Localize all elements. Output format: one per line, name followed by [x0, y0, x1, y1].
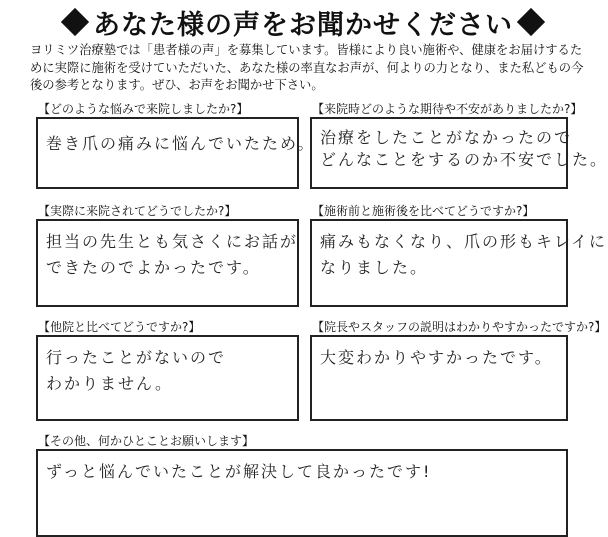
question-label: 【施術前と施術後を比べてどうですか?】 [312, 204, 535, 218]
answer-box [36, 219, 299, 307]
question-label: 【その他、何かひとことお願いします】 [38, 434, 255, 448]
question-label: 【来院時どのような期待や不安がありましたか?】 [312, 102, 583, 116]
question-label: 【どのような悩みで来院しましたか?】 [38, 102, 249, 116]
question-compare-others [36, 320, 299, 421]
answer-line: 行ったことがないので [46, 348, 227, 367]
answer-line: 巻き爪の痛みに悩んでいたため。 [46, 134, 316, 153]
question-worries [36, 102, 316, 189]
question-label: 【院長やスタッフの説明はわかりやすかったですか?】 [312, 320, 607, 334]
answer-box [36, 335, 299, 421]
intro-text: ヨリミツ治療塾では「患者様の声」を募集しています。皆様により良い施術や、健康をお届けするために実際に施術を受けていただいた、あなた様の率直なお声が、何よりの力となり、また私どもの今後の参考となります。ぜひ、お声をお聞かせ下さい。 [30, 43, 584, 92]
answer-line: 担当の先生とも気さくにお話が [46, 232, 299, 251]
answer-line: どんなことをするのか不安でした。 [320, 150, 608, 169]
answer-line: 治療をしたことがなかったので [320, 128, 573, 147]
answer-line: 痛みもなくなり、爪の形もキレイに [320, 232, 608, 251]
diamond-bullet-left-icon [61, 8, 89, 36]
page-title-text: あなた様の声をお聞かせください [93, 9, 513, 41]
answer-line: ずっと悩んでいたことが解決して良かったです! [46, 462, 432, 481]
answer-box [36, 117, 316, 189]
question-staff-explanation [310, 320, 607, 421]
answer-box [36, 449, 568, 537]
answer-line: なりました。 [320, 258, 429, 277]
question-label: 【実際に来院されてどうでしたか?】 [38, 204, 237, 218]
diamond-bullet-right-icon [517, 8, 545, 36]
answer-box [310, 117, 608, 189]
answer-box [310, 335, 568, 421]
question-other-comments [36, 434, 568, 537]
answer-box [310, 219, 608, 307]
answer-line: 大変わかりやすかったです。 [320, 348, 553, 367]
question-expectations [310, 102, 608, 189]
question-visit-experience [36, 204, 299, 307]
question-before-after [310, 204, 608, 307]
question-label: 【他院と比べてどうですか?】 [38, 320, 201, 334]
answer-line: できたのでよかったです。 [46, 258, 261, 277]
answer-line: わかりません。 [46, 374, 173, 393]
page-title [0, 2, 606, 42]
